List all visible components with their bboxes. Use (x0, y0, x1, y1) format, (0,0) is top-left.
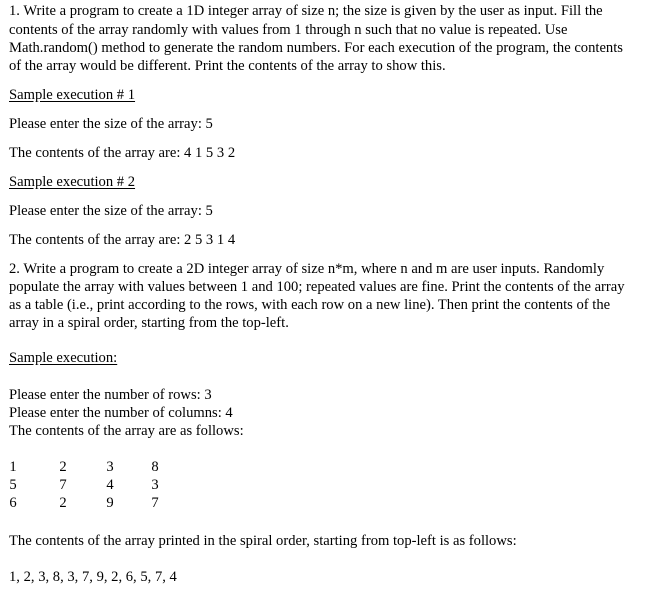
sample-2-prompt: Please enter the size of the array: 5 (9, 203, 213, 219)
rows-prompt: Please enter the number of rows: 3 (9, 387, 212, 403)
q1-text-line-2: contents of the array randomly with values from 1 through n such that no value is repeated. Use (9, 22, 568, 38)
q2-text-line-3: as a table (i.e., print according to the rows, with each row on a new line). Then print the contents of the (9, 297, 611, 313)
sample-1-heading: Sample execution # 1 (9, 87, 136, 103)
table-cell: 7 (151, 495, 159, 511)
sample-2-heading: Sample execution # 2 (9, 174, 136, 190)
table-intro: The contents of the array are as follows: (9, 423, 244, 439)
sample-1-prompt: Please enter the size of the array: 5 (9, 116, 213, 132)
q1-text-line-4: of the array would be different. Print the contents of the array to show this. (9, 58, 446, 74)
table-cell: 2 (59, 459, 67, 475)
q1-text-line-1: 1. Write a program to create a 1D integer array of size n; the size is given by the user as input. Fill the (9, 3, 603, 19)
table-cell: 1 (9, 459, 17, 475)
table-cell: 4 (106, 477, 114, 493)
table-cell: 9 (106, 495, 114, 511)
q2-text-line-2: populate the array with values between 1 and 100; repeated values are fine. Print the contents of the array (9, 279, 625, 295)
table-cell: 2 (59, 495, 67, 511)
cols-prompt: Please enter the number of columns: 4 (9, 405, 233, 421)
table-cell: 8 (151, 459, 159, 475)
q2-text-line-4: array in a spiral order, starting from the top-left. (9, 315, 289, 331)
spiral-output: 1, 2, 3, 8, 3, 7, 9, 2, 6, 5, 7, 4 (9, 569, 177, 585)
table-cell: 5 (9, 477, 17, 493)
q1-text-line-3: Math.random() method to generate the random numbers. For each execution of the program, the contents (9, 40, 623, 56)
q2-text-line-1: 2. Write a program to create a 2D integer array of size n*m, where n and m are user inputs. Randomly (9, 261, 605, 277)
spiral-intro: The contents of the array printed in the spiral order, starting from top-left is as follows: (9, 533, 517, 549)
q2-sample-heading: Sample execution: (9, 350, 118, 366)
table-cell: 3 (106, 459, 114, 475)
sample-2-output: The contents of the array are: 2 5 3 1 4 (9, 232, 236, 248)
table-cell: 7 (59, 477, 67, 493)
sample-1-output: The contents of the array are: 4 1 5 3 2 (9, 145, 236, 161)
table-cell: 6 (9, 495, 17, 511)
table-cell: 3 (151, 477, 159, 493)
